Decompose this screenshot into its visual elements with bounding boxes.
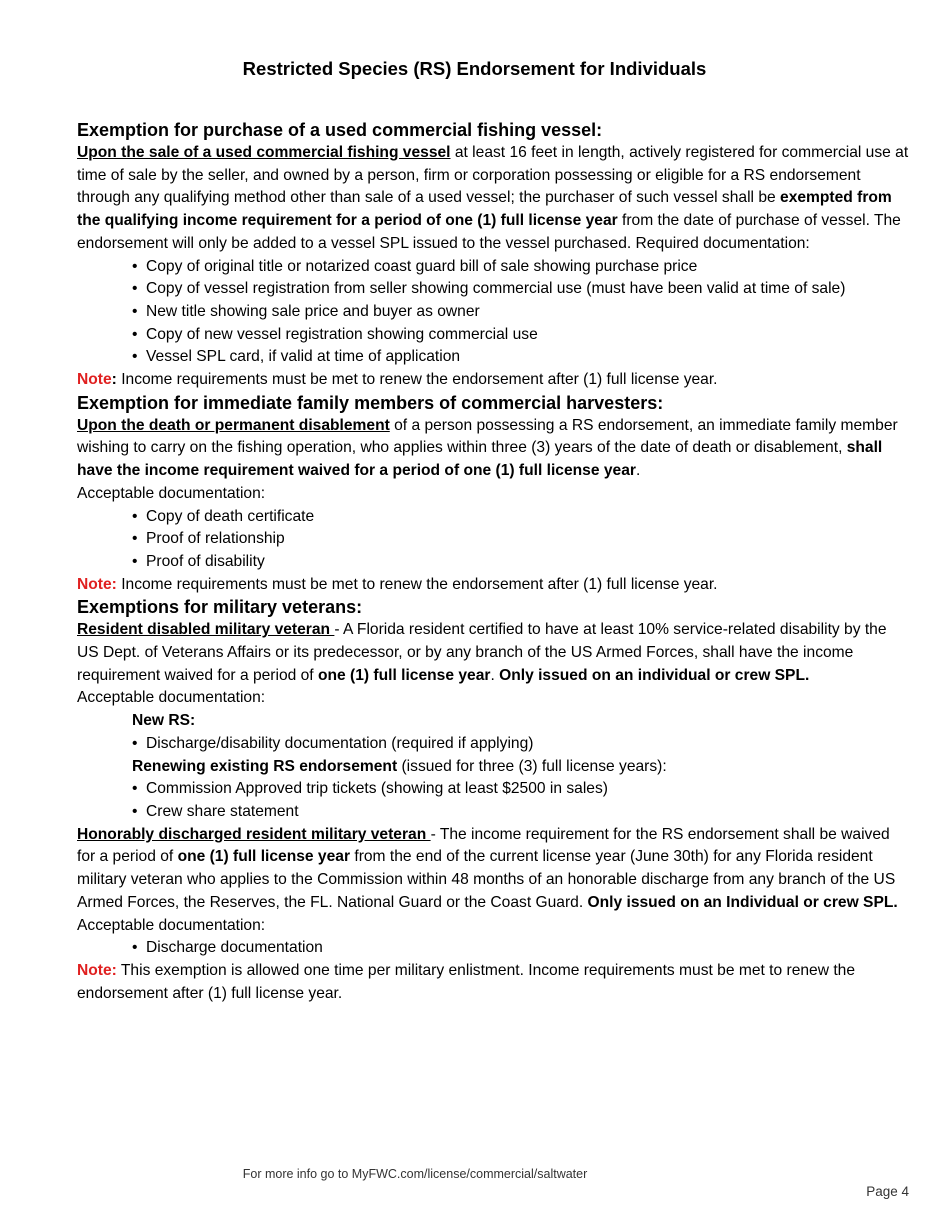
family-note <box>77 574 909 597</box>
family-bold-1: shall have the income requirement waived for a period of one (1) full license year <box>77 439 883 480</box>
disabled-veteran-bold-1: one (1) full license year <box>317 666 491 684</box>
disabled-veteran-doc-label: Acceptable documentation: <box>77 689 266 707</box>
family-lead: Upon the death or permanent disablement <box>77 416 390 434</box>
family-doc-label: Acceptable documentation: <box>77 484 266 502</box>
new-rs-bold: New RS: <box>132 712 196 730</box>
list-item: • New title showing sale price and buyer as owner <box>132 301 909 324</box>
disabled-veteran-text-2: . <box>490 666 500 684</box>
honorable-veteran-bold-1: one (1) full license year <box>177 848 351 866</box>
disabled-veteran-bold-2: Only issued on an individual or crew SPL. <box>499 666 810 684</box>
honorable-veteran-text-1: - The income requirement for the RS endorsement shall be waived for a period of <box>77 825 890 866</box>
page-number: Page 4 <box>866 1184 909 1199</box>
note-label: Note: <box>77 575 117 593</box>
disabled-veteran-paragraph <box>77 619 909 687</box>
honorable-veteran-doc-label: Acceptable documentation: <box>77 916 266 934</box>
list-item: • Copy of vessel registration from seller showing commercial use (must have been valid at time of sale) <box>132 278 909 301</box>
used-vessel-doc-list <box>77 256 909 370</box>
honorable-veteran-doc-list <box>77 937 909 960</box>
used-vessel-paragraph <box>77 142 909 256</box>
list-item: • Commission Approved trip tickets (showing at least $2500 in sales) <box>132 778 909 801</box>
note-text: Income requirements must be met to renew the endorsement after (1) full license year. <box>116 371 718 389</box>
family-text-1: of a person possessing a RS endorsement, an immediate family member wishing to carry on the fishing operation, who applies within three (3) years of the date of death or disablement, <box>77 416 898 457</box>
list-item: • Copy of original title or notarized coast guard bill of sale showing purchase price <box>132 256 909 279</box>
list-item: • Vessel SPL card, if valid at time of application <box>132 346 909 369</box>
used-vessel-text-1: at least 16 feet in length, actively registered for commercial use at time of sale by the seller, and owned by a person, firm or corporation possessing or eligible for a RS endorsement through any qualifying method other than sale of a used vessel; the purchaser of such vessel shall be <box>77 144 909 207</box>
section-heading-used-vessel: Exemption for purchase of a used commercial fishing vessel: <box>77 120 603 140</box>
used-vessel-text-2: from the date of purchase of vessel. The endorsement will only be added to a vessel SPL issued to the vessel purchased. Required documentation: <box>77 212 901 252</box>
family-text-2: . <box>635 462 641 480</box>
honorable-veteran-text-2: from the end of the current license year (June 30th) for any Florida resident military veteran who applies to the Commission within 48 months of an honorable discharge from any branch of the US Armed Forces, the Reserves, the FL. National Guard or the Coast Guard. <box>77 848 896 911</box>
new-rs-doc-list <box>77 733 909 756</box>
veteran-note <box>77 960 909 1005</box>
list-item: • Crew share statement <box>132 801 909 824</box>
list-item: • Copy of new vessel registration showing commercial use <box>132 324 909 347</box>
note-label: Note <box>77 371 112 389</box>
document-body <box>77 119 909 1005</box>
honorable-veteran-paragraph <box>77 824 909 915</box>
family-doc-list <box>77 506 909 574</box>
list-item: • Proof of relationship <box>132 528 909 551</box>
renew-rs-text: (issued for three (3) full license years): <box>397 757 667 775</box>
renew-rs-doc-list <box>77 778 909 823</box>
list-item: • Discharge documentation <box>132 937 909 960</box>
new-rs-label <box>77 710 909 733</box>
list-item: • Proof of disability <box>132 551 909 574</box>
honorable-veteran-bold-2: Only issued on an Individual or crew SPL. <box>587 893 898 911</box>
list-item: • Discharge/disability documentation (required if applying) <box>132 733 909 756</box>
list-item: • Copy of death certificate <box>132 506 909 529</box>
note-text: Income requirements must be met to renew the endorsement after (1) full license year. <box>116 575 718 593</box>
footer-info: For more info go to MyFWC.com/license/commercial/saltwater <box>242 1167 588 1181</box>
used-vessel-bold-1: exempted from the qualifying income requirement for a period of one (1) full license year <box>77 189 892 230</box>
honorable-veteran-lead: Honorably discharged resident military veteran <box>77 825 431 843</box>
section-heading-veterans: Exemptions for military veterans: <box>77 597 363 618</box>
used-vessel-lead: Upon the sale of a used commercial fishing vessel <box>77 144 451 161</box>
renew-rs-label <box>77 756 909 779</box>
note-label: Note: <box>77 961 117 979</box>
disabled-veteran-lead: Resident disabled military veteran <box>77 621 335 639</box>
family-paragraph <box>77 415 909 483</box>
page-title: Restricted Species (RS) Endorsement for Individuals <box>242 58 707 79</box>
renew-rs-bold: Renewing existing RS endorsement <box>132 757 398 775</box>
section-heading-family-members: Exemption for immediate family members of commercial harvesters: <box>77 392 664 413</box>
disabled-veteran-text-1: - A Florida resident certified to have at least 10% service-related disability by the US Dept. of Veterans Affairs or its predecessor, or by any branch of the US Armed Forces, shall have the income requirement waived for a period of <box>77 621 887 684</box>
used-vessel-note <box>77 369 909 392</box>
note-text: This exemption is allowed one time per military enlistment. Income requirements must be met to renew the endorsement after (1) full license year. <box>77 961 855 1002</box>
note-colon: : <box>111 371 117 389</box>
